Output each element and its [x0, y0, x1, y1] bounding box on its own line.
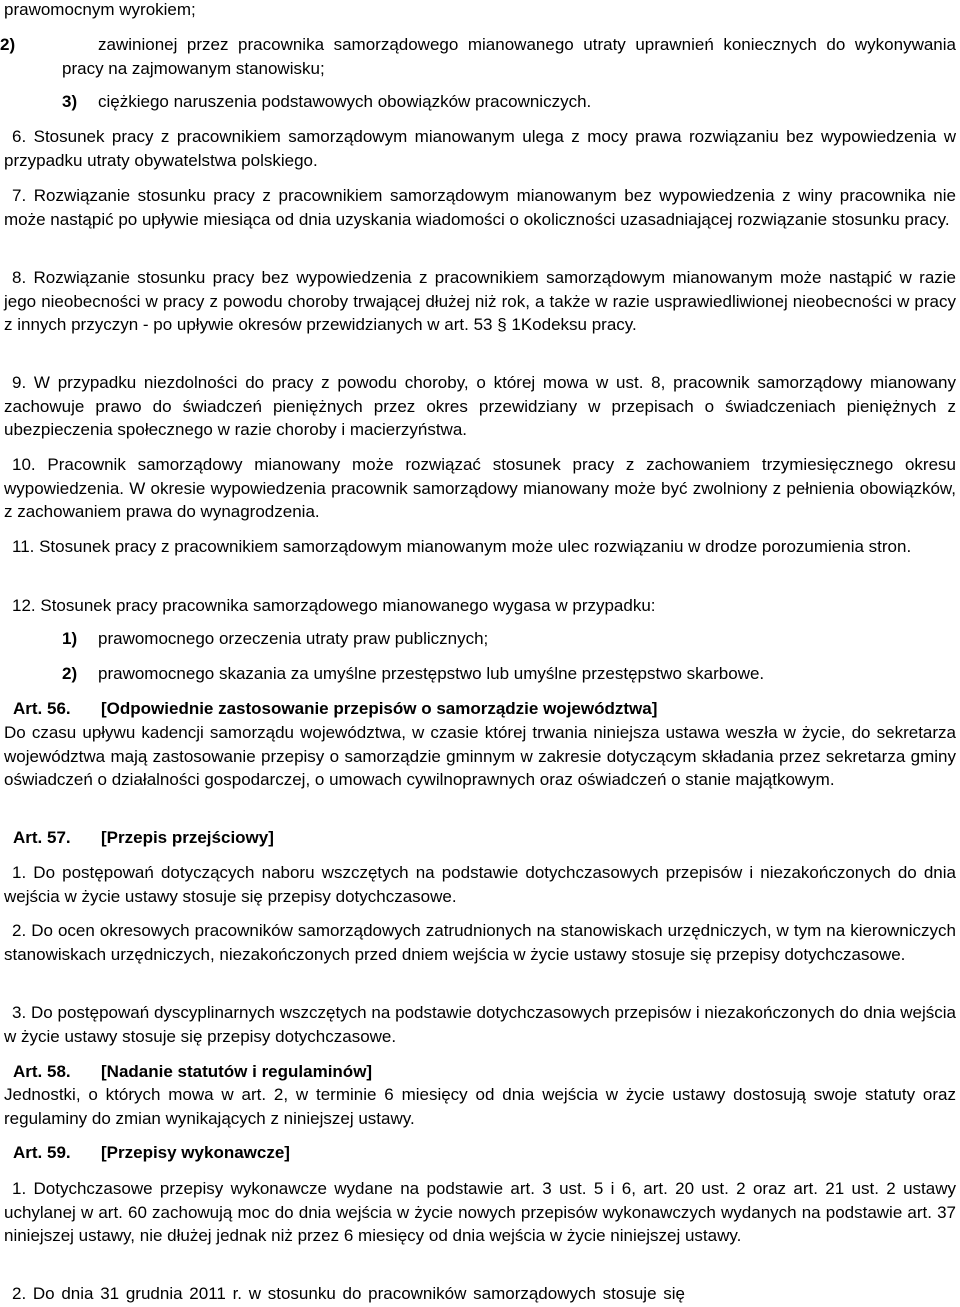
list-item-number: 1)	[62, 629, 78, 648]
paragraph-7: 7. Rozwiązanie stosunku pracy z pracownikiem samorządowym mianowanym bez wypowiedzenia z winy pracownika nie może nastąpić po upływie miesiąca od dnia uzyskania wiadomości o okoliczności uzasadniającej rozwiązanie stosunku pracy.	[4, 186, 956, 229]
list-item-text: prawomocnego skazania za umyślne przestępstwo lub umyślne przestępstwo skarbowe.	[98, 664, 765, 683]
article-heading	[13, 697, 657, 721]
list-item	[62, 627, 956, 651]
article-59-paragraph-1: 1. Dotychczasowe przepisy wykonawcze wydane na podstawie art. 3 ust. 5 i 6, art. 20 ust. 2 oraz art. 21 ust. 2 ustawy uchylanej w art. 60 zachowują moc do dnia wejścia w życie nowych przepisów wykonawczych wydanych na podstawie art. 37 niniejszej ustawy, nie dłużej jednak niż przez 6 miesięcy od dnia wejścia w życie niniejszej ustawy.	[4, 1179, 956, 1245]
paragraph-6: 6. Stosunek pracy z pracownikiem samorządowym mianowanym ulega z mocy prawa rozwiązaniu bez wypowiedzenia w przypadku utraty obywatelstwa polskiego.	[4, 127, 956, 170]
article-57-paragraph-1: 1. Do postępowań dotyczących naboru wszczętych na podstawie dotychczasowych przepisów i niezakończonych do dnia wejścia w życie ustawy stosuje się przepisy dotychczasowe.	[4, 863, 956, 906]
article-title: [Przepis przejściowy]	[101, 828, 274, 847]
article-number: Art. 56.	[13, 699, 71, 718]
article-number: Art. 58.	[13, 1062, 71, 1081]
list-item-number: 2)	[0, 35, 16, 54]
article-number: Art. 57.	[13, 828, 71, 847]
article-number: Art. 59.	[13, 1143, 71, 1162]
paragraph-10: 10. Pracownik samorządowy mianowany może rozwiązać stosunek pracy z zachowaniem trzymiesięcznego okresu wypowiedzenia. W okresie wypowiedzenia pracownik samorządowy mianowany może być zwolniony z pełnienia obowiązków, z zachowaniem prawa do wynagrodzenia.	[4, 455, 956, 521]
article-59-paragraph-2: 2. Do dnia 31 grudnia 2011 r. w stosunku do pracowników samorządowych stosuje się	[12, 1284, 685, 1303]
list-item	[62, 662, 956, 686]
list-item	[62, 90, 956, 114]
article-57-paragraph-3: 3. Do postępowań dyscyplinarnych wszczętych na podstawie dotychczasowych przepisów i niezakończonych do dnia wejścia w życie ustawy stosuje się przepisy dotychczasowe.	[4, 1003, 956, 1046]
list-item-text: ciężkiego naruszenia podstawowych obowiązków pracowniczych.	[98, 92, 592, 111]
paragraph-9: 9. W przypadku niezdolności do pracy z powodu choroby, o której mowa w ust. 8, pracownik samorządowy mianowany zachowuje prawo do świadczeń pieniężnych przez okres przewidziany w przepisach o świadczeniach pieniężnych z ubezpieczenia społecznego w razie choroby i macierzyństwa.	[4, 373, 956, 439]
article-58-text: Jednostki, o których mowa w art. 2, w terminie 6 miesięcy od dnia wejścia w życie ustawy dostosują swoje statuty oraz regulaminy do zmian wynikających z niniejszej ustawy.	[4, 1085, 956, 1128]
list-item	[0, 33, 956, 80]
article-title: [Odpowiednie zastosowanie przepisów o samorządzie województwa]	[101, 699, 658, 718]
article-heading	[13, 1060, 372, 1084]
paragraph-fragment: prawomocnym wyrokiem;	[4, 0, 196, 19]
list-item-text: zawinionej przez pracownika samorządowego mianowanego utraty uprawnień koniecznych do wykonywania pracy na zajmowanym stanowisku;	[62, 35, 956, 78]
article-57-paragraph-2: 2. Do ocen okresowych pracowników samorządowych zatrudnionych na stanowiskach urzędniczych, w tym na kierowniczych stanowiskach urzędniczych, niezakończonych przed dniem wejścia w życie ustawy stosuje się przepisy dotychczasowe.	[4, 921, 956, 964]
article-56-text: Do czasu upływu kadencji samorządu województwa, w czasie której trwania niniejsza ustawa weszła w życie, do sekretarza województwa mają zastosowanie przepisy o samorządzie gminnym w zakresie dotyczącym składania przez sekretarza gminy oświadczeń o działalności gospodarczej, o umowach cywilnoprawnych oraz oświadczeń o stanie majątkowym.	[4, 723, 956, 789]
list-item-number: 3)	[62, 92, 78, 111]
article-title: [Przepisy wykonawcze]	[101, 1143, 290, 1162]
paragraph-12: 12. Stosunek pracy pracownika samorządowego mianowanego wygasa w przypadku:	[12, 596, 656, 615]
list-item-number: 2)	[62, 664, 78, 683]
article-title: [Nadanie statutów i regulaminów]	[101, 1062, 373, 1081]
paragraph-11: 11. Stosunek pracy z pracownikiem samorządowym mianowanym może ulec rozwiązaniu w drodze porozumienia stron.	[12, 537, 912, 556]
article-heading	[13, 826, 274, 850]
paragraph-8: 8. Rozwiązanie stosunku pracy bez wypowiedzenia z pracownikiem samorządowym mianowanym może nastąpić w razie jego nieobecności w pracy z powodu choroby trwającej dłużej niż rok, a także w razie usprawiedliwionej nieobecności w pracy z innych przyczyn - po upływie okresów przewidzianych w art. 53 § 1Kodeksu pracy.	[4, 268, 956, 334]
article-heading	[13, 1141, 290, 1165]
list-item-text: prawomocnego orzeczenia utraty praw publicznych;	[98, 629, 489, 648]
